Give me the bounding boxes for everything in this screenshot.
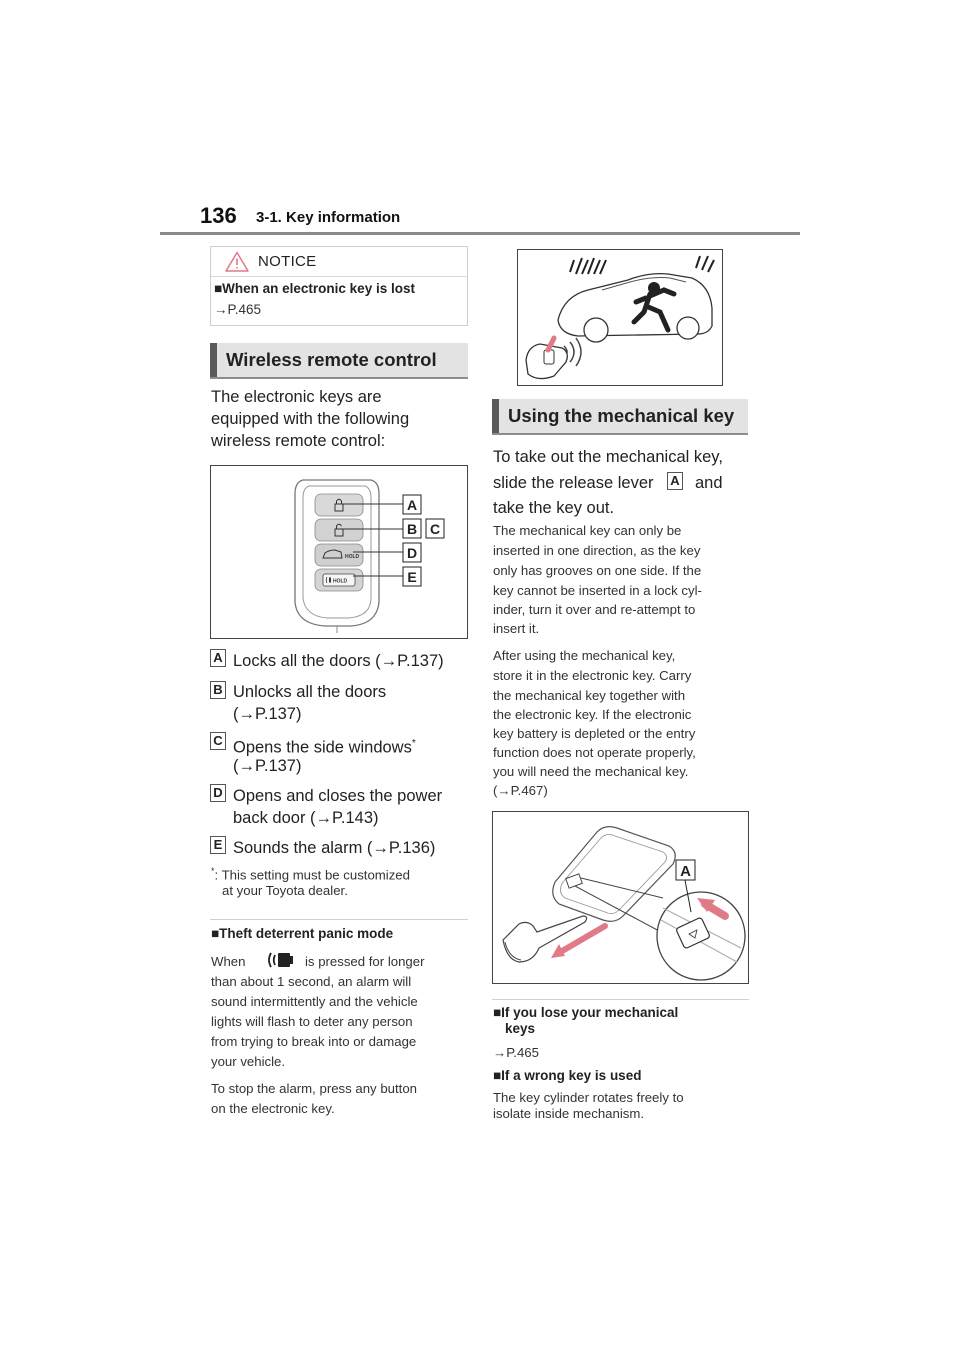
item-d-text-2: back door (→P.143) — [233, 809, 379, 827]
key-fob-illustration — [211, 466, 467, 638]
key-fob-figure — [210, 465, 468, 639]
theft-line-4: lights will flash to deter any person — [211, 1014, 413, 1029]
mech-intro-letter-a: A — [667, 472, 683, 490]
mech-divider — [492, 999, 749, 1000]
wrong-key-text-1: The key cylinder rotates freely to — [493, 1090, 684, 1105]
notice-divider — [211, 276, 467, 277]
item-letter-b: B — [210, 681, 226, 699]
callout-a: A — [406, 497, 418, 513]
mech-para2-6: function does not operate properly, — [493, 745, 696, 760]
mech-para2-4: the electronic key. If the electronic — [493, 707, 692, 722]
theft-divider — [210, 919, 468, 920]
theft-stop-1: To stop the alarm, press any button — [211, 1081, 417, 1096]
theft-line-pressed: is pressed for longer — [305, 954, 425, 969]
notice-heading: ■When an electronic key is lost — [214, 281, 415, 296]
theft-line-6: your vehicle. — [211, 1054, 286, 1069]
theft-heading: ■Theft deterrent panic mode — [211, 926, 394, 941]
section-title: 3-1. Key information — [256, 209, 401, 226]
wrong-key-heading: ■If a wrong key is used — [493, 1068, 642, 1083]
mech-para2-1: After using the mechanical key, — [493, 648, 676, 663]
mech-intro-2: slide the release lever — [493, 474, 654, 492]
mech-para2-7: you will need the mechanical key. — [493, 764, 689, 779]
mech-para1-2: inserted in one direction, as the key — [493, 543, 701, 558]
mech-para1-4: key cannot be inserted in a lock cyl- — [493, 583, 702, 598]
callout-e: E — [407, 569, 417, 585]
lost-reference: →P.465 — [493, 1045, 539, 1060]
mech-intro-and: and — [695, 474, 723, 492]
footnote-line-2: at your Toyota dealer. — [222, 883, 348, 898]
wrong-key-text-2: isolate inside mechanism. — [493, 1106, 644, 1121]
theft-line-when: When — [211, 954, 246, 969]
mechanical-key-heading: Using the mechanical key — [492, 399, 748, 435]
item-a-text: Locks all the doors (→P.137) — [233, 652, 444, 670]
panic-alarm-figure — [517, 249, 723, 386]
mechanical-key-figure — [492, 811, 749, 984]
theft-stop-2: on the electronic key. — [211, 1101, 335, 1116]
mech-para1-5: inder, turn it over and re-attempt to — [493, 602, 696, 617]
wireless-intro-line-1: The electronic keys are — [211, 388, 382, 406]
notice-reference: →P.465 — [214, 302, 262, 317]
footnote-mark: * — [211, 866, 215, 876]
mech-para1-1: The mechanical key can only be — [493, 523, 682, 538]
hold-label-panic: HOLD — [333, 578, 348, 585]
callout-d: D — [406, 545, 418, 561]
theft-line-2: than about 1 second, an alarm will — [211, 974, 412, 989]
header-divider — [160, 232, 800, 235]
lost-heading-2: keys — [505, 1021, 536, 1036]
item-b-text-2: (→P.137) — [233, 705, 302, 723]
mech-para1-3: only has grooves on one side. If the — [493, 563, 702, 578]
mechanical-key-illustration — [493, 812, 748, 983]
callout-b: B — [406, 521, 418, 537]
hold-label-back-door: HOLD — [345, 554, 360, 560]
item-c-footnote-mark: * — [411, 738, 416, 749]
item-d-text-1: Opens and closes the power — [233, 787, 443, 805]
car-alarm-illustration — [518, 250, 722, 385]
item-c-text-main: Opens the side windows — [233, 738, 412, 757]
footnote-text-1: : This setting must be customized — [214, 867, 410, 883]
item-b-text-1: Unlocks all the doors — [233, 683, 387, 701]
mech-para2-3: the mechanical key together with — [493, 688, 686, 703]
panic-button-icon — [266, 950, 296, 970]
callout-c: C — [429, 521, 441, 537]
wireless-intro-line-2: equipped with the following — [211, 410, 410, 428]
item-e-text: Sounds the alarm (→P.136) — [233, 839, 436, 857]
theft-line-5: from trying to break into or damage — [211, 1034, 417, 1049]
theft-line-3: sound intermittently and the vehicle — [211, 994, 418, 1009]
page-number: 136 — [200, 203, 237, 228]
mech-para2-5: key battery is depleted or the entry — [493, 726, 696, 741]
mech-intro-1: To take out the mechanical key, — [493, 448, 723, 466]
mech-para2-2: store it in the electronic key. Carry — [493, 668, 692, 683]
wireless-intro-line-3: wireless remote control: — [211, 432, 386, 450]
item-letter-a: A — [210, 649, 226, 667]
callout-release-lever: A — [680, 863, 691, 880]
mech-para2-8: (→P.467) — [493, 783, 548, 798]
item-letter-e: E — [210, 836, 226, 854]
item-letter-d: D — [210, 784, 226, 802]
lost-heading-1: ■If you lose your mechanical — [493, 1005, 679, 1020]
notice-label: NOTICE — [258, 253, 317, 270]
mech-para1-6: insert it. — [493, 621, 540, 636]
item-letter-c: C — [210, 732, 226, 750]
item-c-text-2: (→P.137) — [233, 757, 302, 775]
warning-triangle-icon — [225, 251, 249, 272]
wireless-remote-heading: Wireless remote control — [210, 343, 468, 379]
mech-intro-3: take the key out. — [493, 499, 615, 517]
